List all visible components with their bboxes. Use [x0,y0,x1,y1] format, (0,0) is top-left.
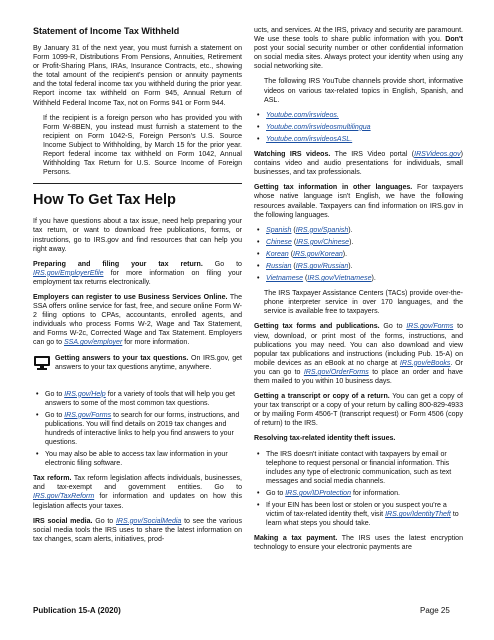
list-item: • Russian (IRS.gov/Russian). [254,262,463,271]
paragraph-text: You can get a copy of your tax transcript or a copy of your return by calling 800-829-4933 or by mailing Form 4506-T (transcript request) or Form 4506 (copy of return) to the IRS. [254,393,463,428]
paragraph [254,183,463,219]
language-name[interactable]: Chinese [266,238,292,246]
paragraph-text: The IRS uses the latest encryption technology to ensure your electronic payments are [254,535,463,552]
paragraph-lead: Getting answers to your tax questions. [55,354,189,362]
paragraph-text: for information and updates on how this legislation affects your taxes. [33,493,242,510]
youtube-list [254,111,463,144]
paragraph-lead: Tax reform. [33,475,72,483]
paragraph-text: . Or you can go to [254,359,463,376]
list-item [254,135,463,144]
language-name[interactable]: Spanish [266,226,292,234]
employer-efile-link[interactable]: IRS.gov/EmployerEfile [33,269,104,277]
publication-footer: Publication 15-A (2020) [33,606,121,615]
list-item [254,111,463,120]
tax-questions-block [33,354,242,384]
paragraph [33,517,242,544]
id-protection-link[interactable]: IRS.gov/IDProtection [285,489,352,497]
language-link[interactable]: IRS.gov/Chinese [296,238,350,246]
list-text: Go to [266,489,286,497]
order-forms-link[interactable]: IRS.gov/OrderForms [303,368,369,376]
help-bullet-list [33,390,242,469]
list-text: to search for our forms, instructions, and publications. You will find details on 2019 tax changes and hundreds of interactive links to help you find answers to your questions. [45,411,240,446]
irs-videos-link[interactable]: IRSVideos.gov [414,151,461,159]
right-column [254,26,463,559]
paragraph-lead: Employers can register to use Business Services Online. [33,293,228,301]
paragraph [33,260,242,287]
list-item: • Korean (IRS.gov/Korean). [254,250,463,259]
list-text: to learn what steps you should take. [266,511,459,528]
list-item: • Spanish (IRS.gov/Spanish). [254,226,463,235]
languages-list [254,226,463,283]
language-link[interactable]: IRS.gov/Spanish [295,226,349,234]
language-link[interactable]: IRS.gov/Korean [293,250,343,258]
paragraph-text: to see the various social media tools the IRS uses to share the latest information on tax changes, scam alerts, initiatives, prod- [33,517,242,543]
youtube-link[interactable]: Youtube.com/irsvideosASL. [266,135,353,143]
language-name[interactable]: Russian [266,262,292,270]
computer-icon [33,355,51,371]
list-item [33,450,242,468]
language-name[interactable]: Vietnamese [266,275,304,283]
paragraph [33,293,242,348]
paragraph-lead: Making a tax payment. [254,535,338,543]
paragraph-lead: Getting a transcript or copy of a return. [254,393,390,401]
identity-theft-link[interactable]: IRS.gov/IdentityTheft [385,511,451,519]
emphasis: Don't [445,36,463,44]
irs-help-link[interactable]: IRS.gov/Help [64,390,106,398]
irs-forms-link[interactable]: IRS.gov/Forms [64,411,112,419]
paragraph-text: The SSA offers online service for fast, free, and secure online Form W-2 filing options to CPAs, accountants, enrolled agents, and individuals who process Forms W-2, Wage and Tax Statement, and Forms W-2c, Corrected Wage and Tax Statement. Employers can go to [33,293,242,347]
language-link[interactable]: IRS.gov/Vietnamese [307,275,372,283]
statement-heading: Statement of Income Tax Withheld [33,26,180,36]
paragraph-text: to place an order and have them mailed to you within 10 business days. [254,368,463,385]
paragraph-text: for more information. [122,339,190,347]
youtube-link[interactable]: Youtube.com/irsvideosmultilingua [266,123,371,131]
left-column [33,26,242,550]
tax-reform-link[interactable]: IRS.gov/TaxReform [33,493,95,501]
social-media-link[interactable]: IRS.gov/SocialMedia [115,517,182,525]
paragraph: If the recipient is a foreign person who has provided you with Form W-8BEN, you instead must furnish a statement to the recipient on Form 1042-S, Foreign Person's U.S. Source Income Subject to Withholding, by March 15 for the prior year. Report federal income tax withheld on Form 1042, Annual Withholding Tax Return for U.S. Source Income of Foreign Persons. [43,114,242,177]
paragraph-lead: Getting tax information in other languages. [254,184,413,192]
paragraph-text: The IRS Video portal ( [330,151,415,159]
paragraph-text: post your social security number or other confidential information on social media sites. Always protect your identity when using any social networking site. [254,45,463,71]
list-text: If your EIN has been lost or stolen or you suspect you're a victim of tax-related identity theft, visit [266,502,447,519]
paragraph: The IRS Taxpayer Assistance Centers (TACs) provide over-the-phone interpreter service in over 170 languages, and the service is available free to taxpayers. [264,290,463,316]
paragraph [33,474,242,510]
paragraph: The following IRS YouTube channels provide short, informative videos on various tax-related topics in English, Spanish, and ASL. [264,78,463,104]
paragraph-text: ) contains video and audio presentations for individuals, small businesses, and tax professionals. [254,151,463,177]
identity-theft-list [254,450,463,529]
ssa-employer-link[interactable]: SSA.gov/employer [63,339,123,347]
paragraph-lead: Resolving tax-related identity theft issues. [254,435,396,443]
paragraph [55,354,242,372]
list-item [33,411,242,447]
list-text: Go to [45,390,65,398]
paragraph-text: Tax reform legislation affects individuals, businesses, and tax-exempt and government entities. Go to [33,475,242,492]
paragraph [254,150,463,177]
list-text: The IRS doesn't initiate contact with taxpayers by email or telephone to request personal or financial information. This includes any type of electronic communication, such as text messages and social media channels. [266,450,452,485]
paragraph-text: On IRS.gov, get answers to your tax questions anytime, anywhere. [55,354,242,371]
irs-forms-link[interactable]: IRS.gov/Forms [406,323,454,331]
paragraph-text: Go to [379,323,407,331]
page-number: Page 25 [420,606,450,615]
ebooks-link[interactable]: IRS.gov/eBooks [399,359,451,367]
youtube-link[interactable]: Youtube.com/irsvideos. [266,111,339,119]
tax-help-heading: How To Get Tax Help [33,192,176,209]
paragraph-text: For taxpayers whose native language isn't English, we have the following resources available. Taxpayers can find information on IRS.gov in the following languages. [254,184,463,219]
paragraph [254,26,463,71]
language-link[interactable]: IRS.gov/Russian [295,262,349,270]
paragraph-lead: Preparing and filing your tax return. [33,260,203,268]
list-text: Go to [45,411,65,419]
paragraph-text: Go to [202,260,242,268]
paragraph [254,534,463,552]
paragraph-text: ucts, and services. At the IRS, privacy and security are paramount. We use these tools to share public information with you. [254,27,463,44]
paragraph: By January 31 of the next year, you must furnish a statement on Form 1099-R, Distributions From Pensions, Annuities, Retirement or Profit-Sharing Plans, IRAs, Insurance Contracts, etc., showing the total amount of the recipient's pension or annuity payments and the total federal income tax you withheld during the prior year. Report income tax withheld on Form 945, Annual Return of Withheld Federal Income Tax, not on Forms 941 or Form 944. [33,45,242,107]
paragraph: If you have questions about a tax issue, need help preparing your tax return, or want to download free publications, forms, or instructions, go to IRS.gov and find resources that can help you right away. [33,218,242,253]
list-text: You may also be able to access tax law information in your electronic filing software. [45,451,228,468]
list-item [33,390,242,408]
list-item [254,489,463,498]
paragraph-text: for more information on filing your employment tax returns electronically. [33,269,242,286]
list-item [254,123,463,132]
list-item [254,450,463,486]
list-text: for a variety of tools that will help you get answers to some of the most common tax questions. [45,390,235,407]
list-item: • Chinese (IRS.gov/Chinese). [254,238,463,247]
paragraph-text: Go to [92,517,116,525]
paragraph [254,434,463,443]
paragraph [254,392,463,428]
list-item: • Vietnamese (IRS.gov/Vietnamese). [254,274,463,283]
section-divider [33,183,242,184]
list-item [254,501,463,528]
paragraph-lead: IRS social media. [33,517,93,525]
paragraph-lead: Getting tax forms and publications. [254,323,380,331]
paragraph-text: to view, download, or print most of the forms, instructions, and publications you may need. You can also download and view popular tax publications and instructions (including Pub. 15-A) on mobile devices as an eBook at no charge at [254,323,463,367]
paragraph-lead: Watching IRS videos. [254,151,331,159]
list-text: for information. [351,489,400,497]
language-name[interactable]: Korean [266,250,289,258]
paragraph [254,322,463,386]
